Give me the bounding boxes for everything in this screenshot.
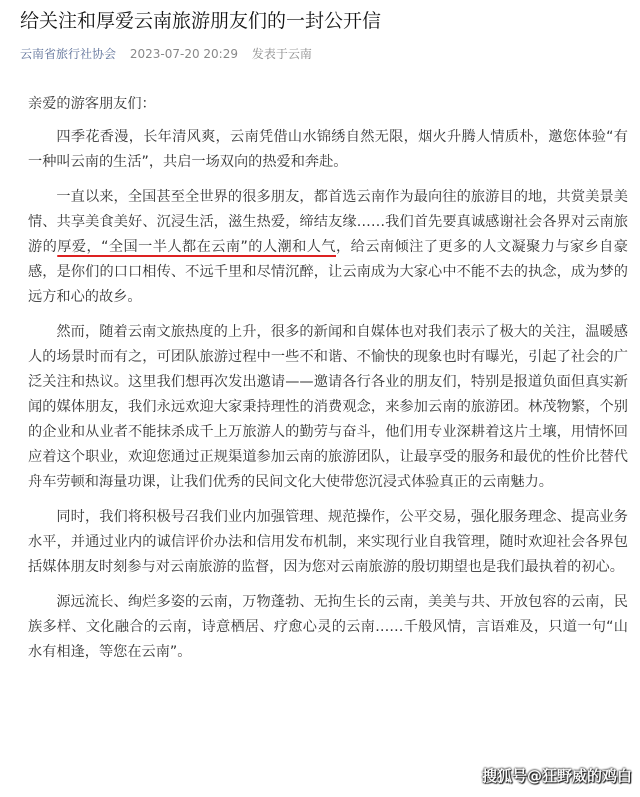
paragraph-3: 然而，随着云南文旅热度的上升，很多的新闻和自媒体也对我们表示了极大的关注，温暖感人的场景时而有之，可团队旅游过程中一些不和谐、不愉快的现象也时有曝光，引起了社会的广泛关注和热议。这里我们想再次发出邀请——邀请各行各业的朋友们，特别是报道负面但真实新闻的媒体朋友，我们永远欢迎大家秉持理性的消费观念，来参加云南的旅游团。林茂物繁，个别的企业和从业者不能抹杀成千上万旅游人的勤劳与奋斗，他们用专业深耕着这片土壤，用情怀回应着这个职业，欢迎您通过正规渠道参加云南的旅游团队，让最享受的服务和最优的性价比替代舟车劳顿和海量功课，让我们优秀的民间文化大使带您沉浸式体验真正的云南魅力。	[28, 324, 628, 490]
publish-datetime: 2023-07-20 20:29	[129, 47, 238, 61]
paragraph-2-end: ，给云南倾注了更多的人文凝聚力与家乡自豪感，是你们的口口相传、不远千里和尽情沉醉，让云南成为大家心中不能不去的执念，成为梦的远方和心的故乡。	[28, 239, 628, 305]
paragraph-2-start: 一直以来，全国甚至全世界的很多朋友，都首选云南作为最向往的旅游目的地，共赏美景美情、共享美食美好、沉浸生活，滋生热爱，缔结友缘……我们首先要真诚感谢社会各界对云南旅游的	[28, 189, 628, 255]
publish-location: 发表于云南	[251, 47, 312, 61]
underlined-highlight: 厚爱，“全国一半人都在云南”的人潮和人气	[57, 239, 336, 255]
watermark-text: 搜狐号@狂野威的鸡白	[481, 767, 632, 785]
letter-body	[28, 92, 628, 675]
letter-salutation: 亲爱的游客朋友们：	[28, 96, 156, 112]
paragraph-5: 源远流长、绚烂多姿的云南，万物蓬勃、无拘生长的云南，美美与共、开放包容的云南，民族多样、文化融合的云南，诗意栖居、疗愈心灵的云南……千般风情，言语难及，只道一句“山水有相逢，等您在云南”。	[28, 594, 628, 660]
author-link[interactable]: 云南省旅行社协会	[20, 47, 117, 61]
paragraph-1: 四季花香漫，长年清风爽，云南凭借山水锦绣自然无限，烟火升腾人情质朴，邀您体验“有一种叫云南的生活”，共启一场双向的热爱和奔赴。	[28, 129, 628, 170]
article-title: 给关注和厚爱云南旅游朋友们的一封公开信	[20, 10, 382, 32]
paragraph-4: 同时，我们将积极号召我们业内加强管理、规范操作，公平交易，强化服务理念、提高业务水平，并通过业内的诚信评价办法和信用发布机制，来实现行业自我管理，随时欢迎社会各界包括媒体朋友时刻参与对云南旅游的监督，因为您对云南旅游的殷切期望也是我们最执着的初心。	[28, 509, 628, 575]
article-meta	[20, 44, 620, 64]
paragraph-2	[28, 185, 628, 310]
